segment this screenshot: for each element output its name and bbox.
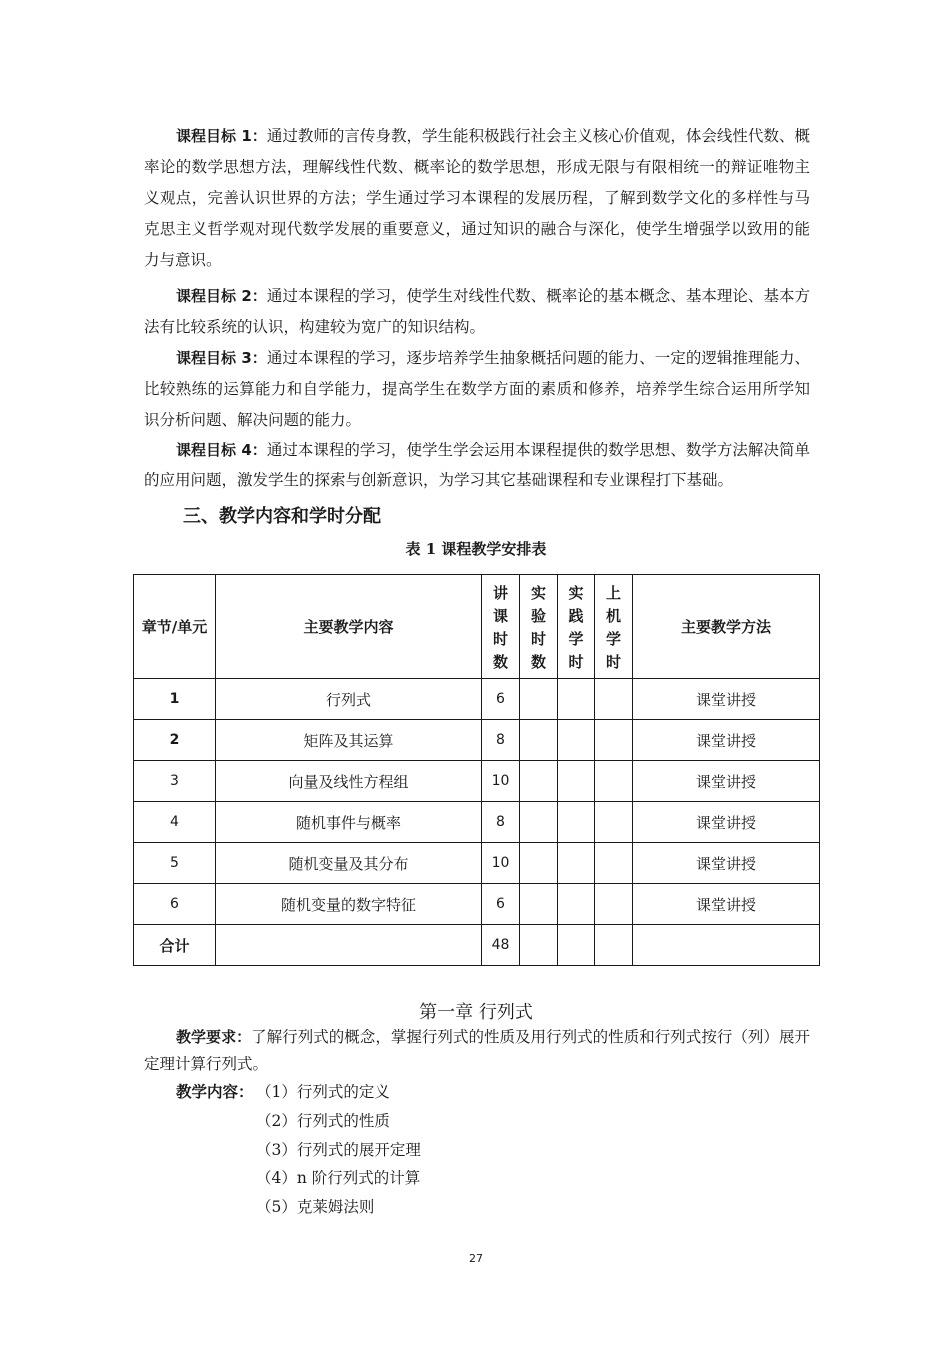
- chapter-title: 第一章 行列式: [419, 1002, 533, 1023]
- page-number: 27: [469, 1252, 483, 1265]
- cell-method: 课堂讲授: [633, 843, 820, 884]
- cell-computer: [595, 884, 633, 925]
- teaching-content-item: （2）行列式的性质: [256, 1112, 390, 1130]
- cell-lab: [520, 720, 558, 761]
- cell-total-content: [216, 925, 482, 966]
- cell-lecture: 6: [482, 884, 520, 925]
- cell-method: 课堂讲授: [633, 802, 820, 843]
- cell-practice: [558, 720, 595, 761]
- header-lecture-char: 时: [492, 629, 508, 648]
- course-goal-2-text: 通过本课程的学习，使学生对线性代数、概率论的基本概念、基本理论、基本方法有比较系统的认识，构建较为宽广的知识结构。: [144, 287, 810, 336]
- cell-computer: [595, 843, 633, 884]
- schedule-table: [133, 574, 820, 966]
- cell-method: 课堂讲授: [633, 720, 820, 761]
- header-computer-char: 上: [605, 583, 621, 602]
- cell-unit: 2: [134, 720, 216, 761]
- header-lecture-char: 数: [492, 652, 508, 671]
- header-lab-char: 实: [530, 583, 546, 602]
- cell-practice: [558, 843, 595, 884]
- cell-total-lab: [520, 925, 558, 966]
- table-row: [134, 761, 820, 802]
- cell-method: 课堂讲授: [633, 884, 820, 925]
- cell-content: 随机变量及其分布: [216, 843, 482, 884]
- cell-practice: [558, 761, 595, 802]
- table-row: [134, 802, 820, 843]
- cell-lab: [520, 679, 558, 720]
- cell-total-practice: [558, 925, 595, 966]
- cell-lab: [520, 884, 558, 925]
- course-goal-3: [144, 343, 810, 436]
- cell-lab: [520, 843, 558, 884]
- teaching-requirement: [144, 1024, 810, 1078]
- header-practice-char: 学: [568, 629, 584, 648]
- table-row: [134, 720, 820, 761]
- cell-lecture: 6: [482, 679, 520, 720]
- cell-computer: [595, 802, 633, 843]
- course-goal-3-text: 通过本课程的学习，逐步培养学生抽象概括问题的能力、一定的逻辑推理能力、比较熟练的运算能力和自学能力，提高学生在数学方面的素质和修养，培养学生综合运用所学知识分析问题、解决问题的能力。: [144, 349, 810, 429]
- cell-content: 向量及线性方程组: [216, 761, 482, 802]
- cell-practice: [558, 884, 595, 925]
- teaching-requirement-label: 教学要求：: [176, 1028, 252, 1046]
- table-total-row: [134, 925, 820, 966]
- cell-practice: [558, 679, 595, 720]
- header-lecture-hours: [482, 575, 520, 679]
- table-row: [134, 884, 820, 925]
- header-practice-char: 实: [568, 583, 584, 602]
- header-computer-char: 机: [605, 606, 621, 625]
- course-goal-1: [144, 121, 810, 276]
- course-goal-2-label: 课程目标 2：: [176, 287, 267, 305]
- header-computer-char: 时: [605, 652, 621, 671]
- cell-lab: [520, 802, 558, 843]
- cell-lecture: 10: [482, 843, 520, 884]
- course-goal-4-text: 通过本课程的学习，使学生学会运用本课程提供的数学思想、数学方法解决简单的应用问题，激发学生的探索与创新意识，为学习其它基础课程和专业课程打下基础。: [144, 441, 810, 489]
- header-lab-char: 时: [530, 629, 546, 648]
- table-caption: 表 1 课程教学安排表: [405, 540, 547, 558]
- cell-total-computer: [595, 925, 633, 966]
- header-lecture-char: 课: [492, 606, 508, 625]
- table-header-row: [134, 575, 820, 679]
- header-method: 主要教学方法: [633, 575, 820, 679]
- header-computer-char: 学: [605, 629, 621, 648]
- cell-lecture: 10: [482, 761, 520, 802]
- cell-lab: [520, 761, 558, 802]
- course-goal-4: [144, 435, 810, 495]
- header-lecture-char: 讲: [492, 583, 508, 602]
- header-practice-char: 时: [568, 652, 584, 671]
- cell-content: 随机事件与概率: [216, 802, 482, 843]
- course-goal-1-text: 通过教师的言传身教，学生能积极践行社会主义核心价值观，体会线性代数、概率论的数学思想方法，理解线性代数、概率论的数学思想，形成无限与有限相统一的辩证唯物主义观点，完善认识世界的方法；学生通过学习本课程的发展历程，了解到数学文化的多样性与马克思主义哲学观对现代数学发展的重要意义，通过知识的融合与深化，使学生增强学以致用的能力与意识。: [144, 127, 810, 269]
- header-content: 主要教学内容: [216, 575, 482, 679]
- cell-method: 课堂讲授: [633, 761, 820, 802]
- course-goal-2: [144, 281, 810, 343]
- cell-computer: [595, 679, 633, 720]
- header-practice-char: 践: [568, 606, 584, 625]
- cell-unit: 1: [134, 679, 216, 720]
- teaching-content-item: （5）克莱姆法则: [256, 1198, 375, 1216]
- teaching-content-item: （1）行列式的定义: [256, 1083, 390, 1101]
- cell-total-lecture: 48: [482, 925, 520, 966]
- header-computer-hours: [595, 575, 633, 679]
- teaching-content-label: 教学内容：: [176, 1083, 254, 1101]
- course-goal-4-label: 课程目标 4：: [176, 441, 267, 459]
- cell-unit: 5: [134, 843, 216, 884]
- cell-lecture: 8: [482, 720, 520, 761]
- cell-unit: 3: [134, 761, 216, 802]
- cell-content: 行列式: [216, 679, 482, 720]
- cell-practice: [558, 802, 595, 843]
- cell-total-method: [633, 925, 820, 966]
- header-practice-hours: [558, 575, 595, 679]
- header-lab-hours: [520, 575, 558, 679]
- cell-content: 随机变量的数字特征: [216, 884, 482, 925]
- section-heading: 三、教学内容和学时分配: [183, 506, 381, 527]
- course-goal-1-label: 课程目标 1：: [176, 127, 267, 145]
- cell-lecture: 8: [482, 802, 520, 843]
- cell-unit: 6: [134, 884, 216, 925]
- cell-computer: [595, 761, 633, 802]
- teaching-content-item: （4）n 阶行列式的计算: [256, 1169, 421, 1187]
- teaching-requirement-text: 了解行列式的概念，掌握行列式的性质及用行列式的性质和行列式按行（列）展开定理计算行列式。: [144, 1028, 810, 1073]
- header-unit: 章节/单元: [134, 575, 216, 679]
- cell-computer: [595, 720, 633, 761]
- teaching-content-item: （3）行列式的展开定理: [256, 1141, 421, 1159]
- cell-content: 矩阵及其运算: [216, 720, 482, 761]
- table-row: [134, 843, 820, 884]
- table-row: [134, 679, 820, 720]
- course-goal-3-label: 课程目标 3：: [176, 349, 267, 367]
- header-lab-char: 验: [530, 606, 546, 625]
- cell-total-label: 合计: [134, 925, 216, 966]
- cell-unit: 4: [134, 802, 216, 843]
- cell-method: 课堂讲授: [633, 679, 820, 720]
- header-lab-char: 数: [530, 652, 546, 671]
